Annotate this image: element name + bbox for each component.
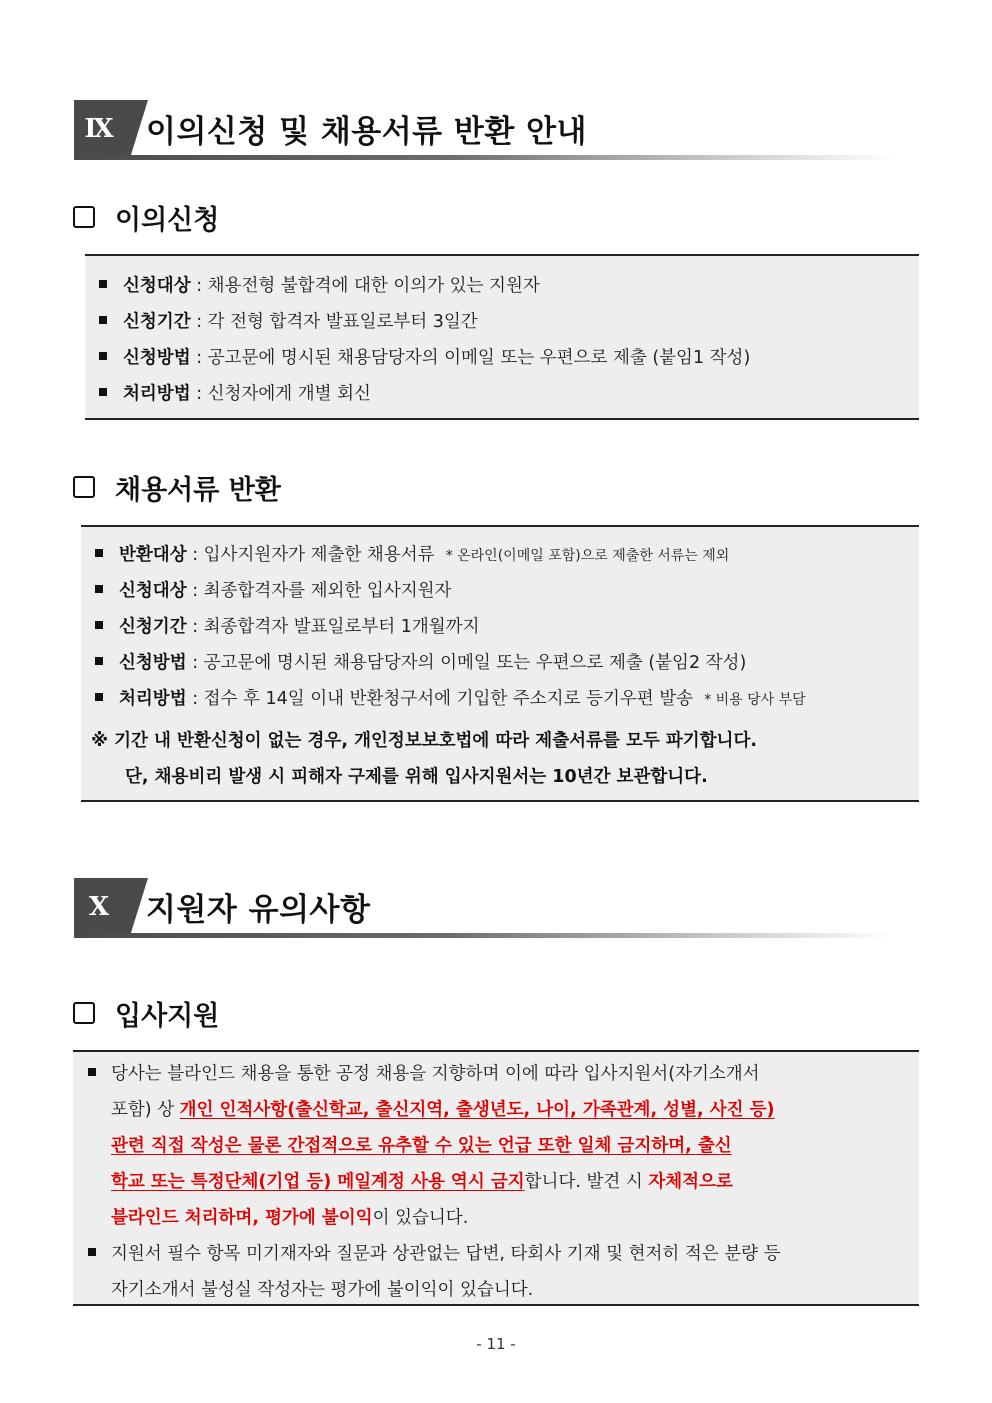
section-header-10 [74, 878, 894, 940]
section-number: Ⅹ [88, 892, 110, 922]
section-header-9 [74, 100, 894, 162]
square-bullet-icon [88, 1068, 96, 1076]
item-desc: 공고문에 명시된 채용담당자의 이메일 또는 우편으로 제출 (붙임2 작성) [203, 653, 747, 673]
square-bullet-icon [99, 316, 107, 324]
plain-text: 포함) 상 [111, 1100, 180, 1120]
item-desc: 신청자에게 개별 회신 [207, 384, 371, 404]
paragraph-line [111, 1168, 733, 1193]
item-desc: 최종합격자를 제외한 입사지원자 [203, 581, 452, 601]
section-underline [74, 155, 894, 160]
item-term: 처리방법 [123, 384, 191, 404]
item-term: 신청방법 [123, 348, 191, 368]
square-bullet-icon [95, 693, 103, 701]
paragraph-line: 지원서 필수 항목 미기재자와 질문과 상관없는 답변, 타회사 기재 및 현저히 적은 분량 등 [111, 1244, 781, 1264]
section-title: 이의신청 및 채용서류 반환 안내 [146, 114, 587, 150]
checkbox-icon [73, 1002, 95, 1024]
highlight-text: 블라인드 처리하며, 평가에 불이익 [111, 1208, 373, 1228]
item-term: 신청대상 [119, 581, 187, 601]
square-bullet-icon [95, 621, 103, 629]
item-separator: : [190, 348, 208, 368]
item-term: 반환대상 [119, 545, 187, 565]
paragraph-line [111, 1096, 775, 1121]
item-separator: : [186, 581, 204, 601]
item-note: * 온라인(이메일 포함)으로 제출한 서류는 제외 [445, 548, 730, 564]
subsection-title: 채용서류 반환 [115, 475, 281, 506]
item-term: 신청방법 [119, 653, 187, 673]
highlight-text: 개인 인적사항(출신학교, 출신지역, 출생년도, 나이, 가족관계, 성별, 사진 등) [179, 1100, 775, 1120]
checkbox-icon [73, 476, 95, 498]
notice-line: 단, 채용비리 발생 시 피해자 구제를 위해 입사지원서는 10년간 보관합니다. [125, 767, 708, 787]
item-desc: 공고문에 명시된 채용담당자의 이메일 또는 우편으로 제출 (붙임1 작성) [207, 348, 751, 368]
item-separator: : [186, 545, 204, 565]
square-bullet-icon [95, 585, 103, 593]
notice-line: ※ 기간 내 반환신청이 없는 경우, 개인정보보호법에 따라 제출서류를 모두 파기합니다. [91, 731, 758, 751]
item-desc: 접수 후 14일 이내 반환청구서에 기입한 주소지로 등기우편 발송 [203, 689, 694, 709]
application-info-box [73, 1050, 919, 1306]
plain-text: 합니다. 발견 시 [524, 1172, 649, 1192]
section-number: Ⅸ [84, 114, 114, 144]
paragraph-line [111, 1132, 732, 1157]
subsection-title: 입사지원 [115, 1001, 220, 1032]
square-bullet-icon [99, 388, 107, 396]
highlight-text: 자체적으로 [648, 1172, 733, 1192]
item-separator: : [186, 689, 204, 709]
square-bullet-icon [95, 657, 103, 665]
square-bullet-icon [99, 280, 107, 288]
square-bullet-icon [95, 549, 103, 557]
highlight-text: 관련 직접 작성은 물론 간접적으로 유추할 수 있는 언급 또한 일체 금지하며, 출신 [111, 1136, 732, 1156]
item-separator: : [186, 653, 204, 673]
objection-info-box [85, 254, 919, 420]
item-desc: 채용전형 불합격에 대한 이의가 있는 지원자 [207, 276, 540, 296]
highlight-text: 학교 또는 특정단체(기업 등) 메일계정 사용 역시 금지 [111, 1172, 525, 1192]
item-separator: : [190, 312, 208, 332]
item-note: * 비용 당사 부담 [704, 692, 806, 708]
return-info-box [81, 525, 919, 802]
item-separator: : [190, 384, 208, 404]
subsection-title: 이의신청 [115, 205, 220, 236]
paragraph-line [111, 1204, 468, 1229]
page-number: - 11 - [476, 1335, 516, 1353]
section-underline [74, 933, 894, 938]
square-bullet-icon [88, 1248, 96, 1256]
item-desc: 입사지원자가 제출한 채용서류 [203, 545, 435, 565]
square-bullet-icon [99, 352, 107, 360]
section-title: 지원자 유의사항 [146, 892, 371, 928]
checkbox-icon [73, 206, 95, 228]
item-term: 신청대상 [123, 276, 191, 296]
item-desc: 각 전형 합격자 발표일로부터 3일간 [207, 312, 478, 332]
paragraph-line: 당사는 블라인드 채용을 통한 공정 채용을 지향하며 이에 따라 입사지원서(자기소개서 [111, 1064, 760, 1084]
item-separator: : [186, 617, 204, 637]
item-term: 신청기간 [119, 617, 187, 637]
item-separator: : [190, 276, 208, 296]
plain-text: 이 있습니다. [372, 1208, 469, 1228]
paragraph-line: 자기소개서 불성실 작성자는 평가에 불이익이 있습니다. [111, 1280, 534, 1300]
item-desc: 최종합격자 발표일로부터 1개월까지 [203, 617, 480, 637]
item-term: 처리방법 [119, 689, 187, 709]
item-term: 신청기간 [123, 312, 191, 332]
